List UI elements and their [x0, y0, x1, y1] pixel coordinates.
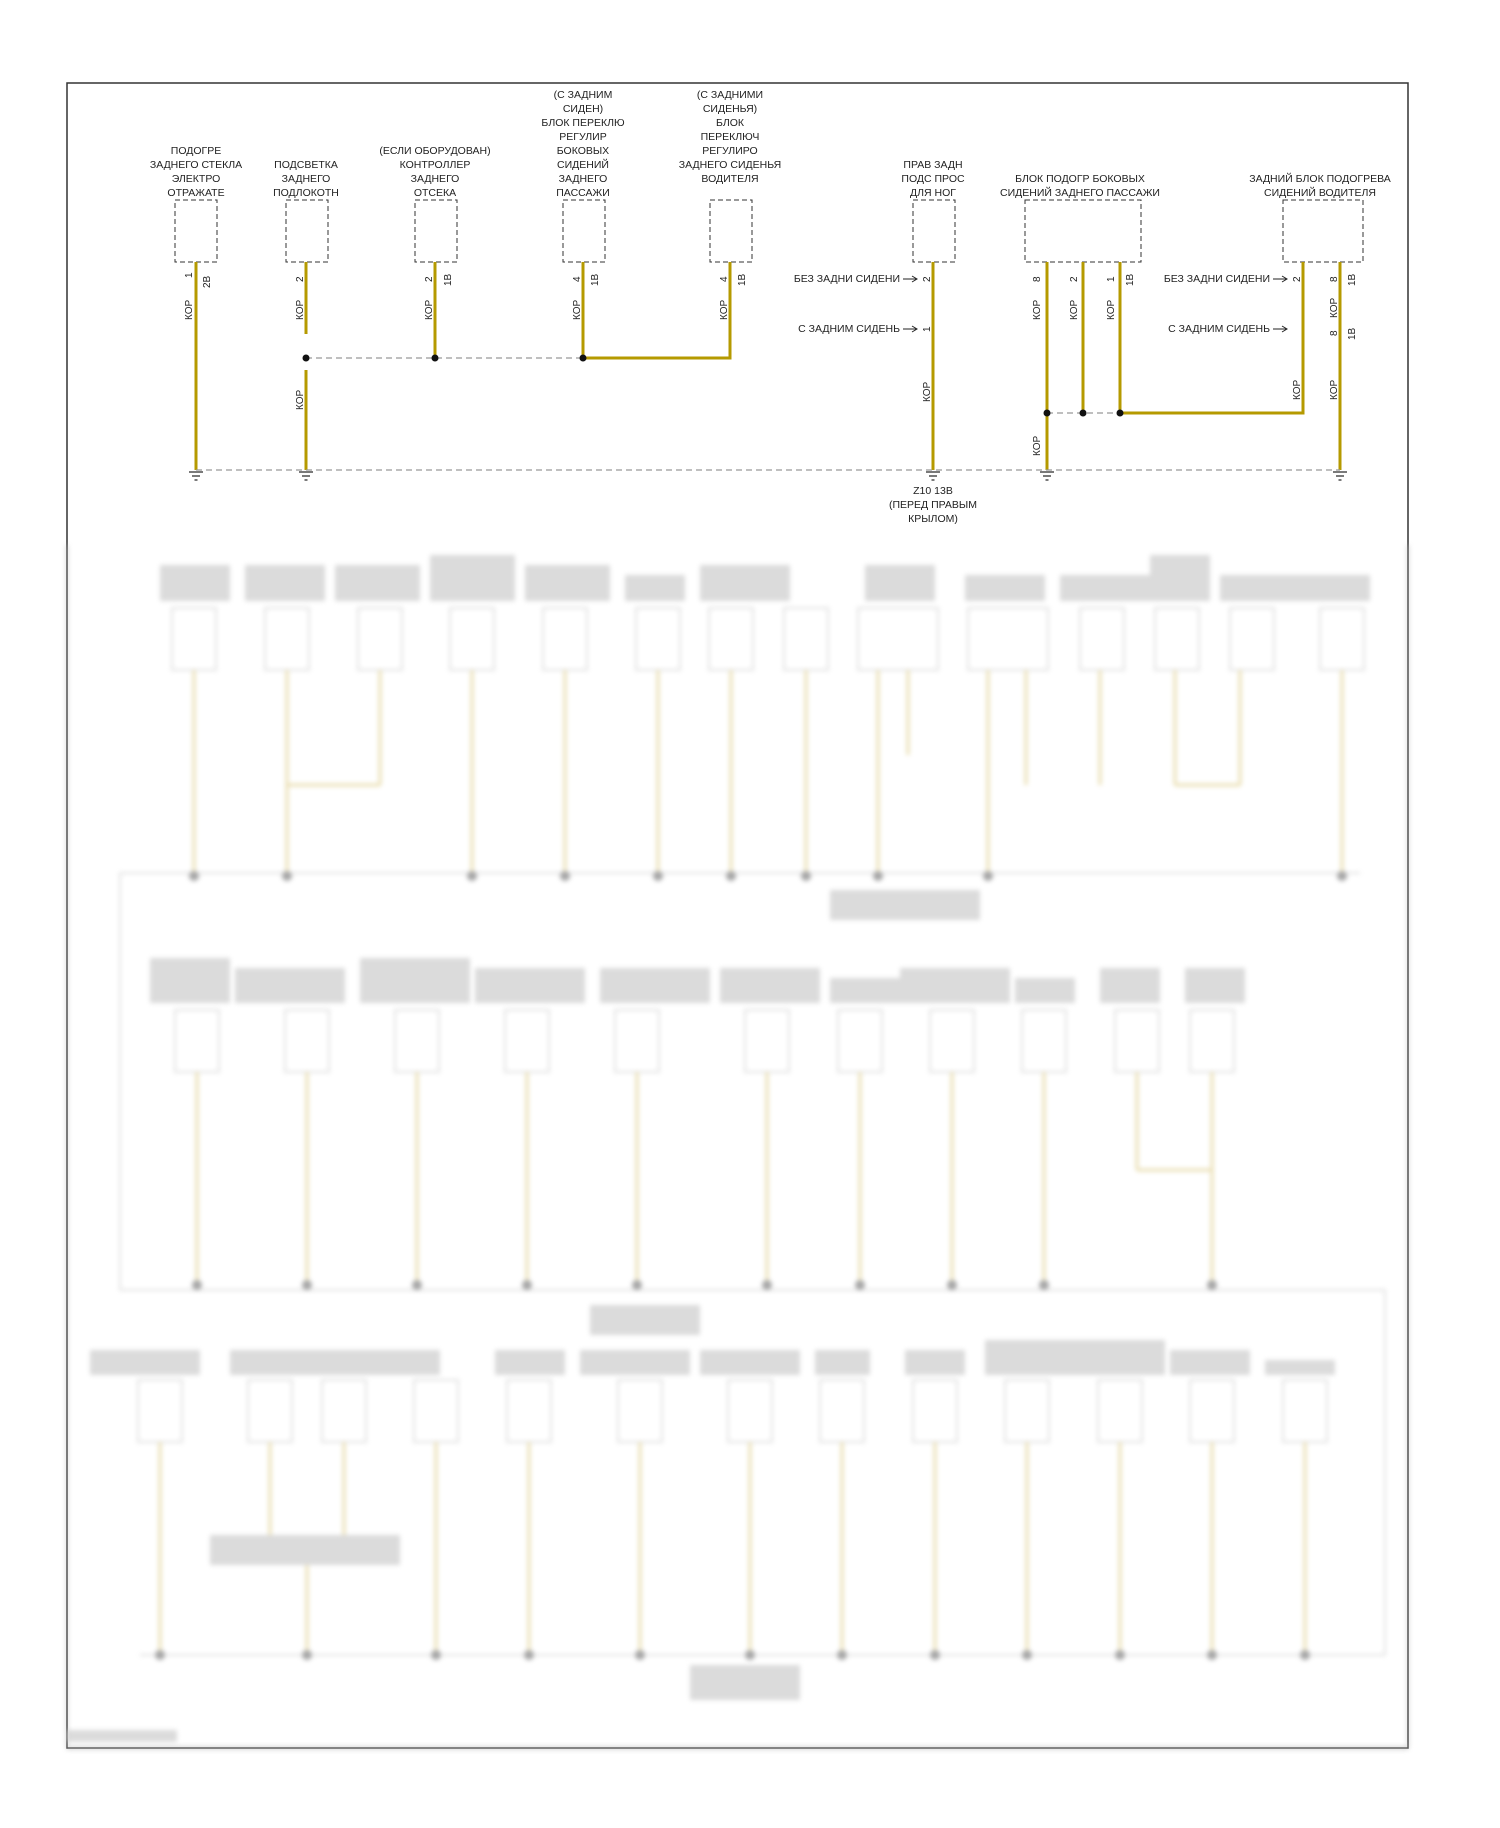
svg-text:ВОДИТЕЛЯ: ВОДИТЕЛЯ [701, 173, 759, 185]
connector-box [563, 200, 605, 262]
svg-text:КОР: КОР [1032, 435, 1043, 456]
svg-text:БОКОВЫХ: БОКОВЫХ [556, 145, 610, 157]
svg-text:СИДЕНИЙ ЗАДНЕГО ПАССАЖИ: СИДЕНИЙ ЗАДНЕГО ПАССАЖИ [1000, 187, 1160, 199]
svg-text:КОР: КОР [295, 299, 306, 320]
svg-text:2: 2 [922, 276, 933, 282]
connector-box [1283, 200, 1363, 262]
svg-text:БЕЗ ЗАДНИ СИДЕНИ: БЕЗ ЗАДНИ СИДЕНИ [1163, 273, 1270, 285]
svg-text:ПЕРЕКЛЮЧ: ПЕРЕКЛЮЧ [700, 131, 760, 143]
connector-box [175, 200, 217, 262]
component-rear-driver-seat-heater [1164, 172, 1391, 400]
svg-text:1B: 1B [443, 273, 454, 286]
svg-text:КОР: КОР [1329, 297, 1340, 318]
svg-text:КОР: КОР [1329, 379, 1340, 400]
svg-text:КОР: КОР [922, 381, 933, 402]
component-right-rear-footwell-light [794, 159, 965, 402]
svg-text:СИДЕН): СИДЕН) [562, 103, 604, 115]
svg-text:ПРАВ ЗАДН: ПРАВ ЗАДН [903, 159, 963, 171]
svg-text:КОР: КОР [1106, 299, 1117, 320]
svg-text:КОР: КОР [295, 389, 306, 410]
svg-text:КОР: КОР [424, 299, 435, 320]
svg-text:ПОДЛОКОТН: ПОДЛОКОТН [273, 187, 339, 199]
svg-text:БЛОК ПЕРЕКЛЮ: БЛОК ПЕРЕКЛЮ [541, 117, 625, 129]
svg-text:КОР: КОР [1032, 299, 1043, 320]
svg-text:ЗАДНЕГО: ЗАДНЕГО [281, 173, 331, 185]
svg-text:КОР: КОР [184, 299, 195, 320]
svg-text:1B: 1B [737, 273, 748, 286]
svg-text:КОР: КОР [1292, 379, 1303, 400]
svg-text:БЕЗ ЗАДНИ СИДЕНИ: БЕЗ ЗАДНИ СИДЕНИ [793, 273, 900, 285]
svg-text:1: 1 [922, 326, 933, 332]
svg-text:ЗАДНЕГО СИДЕНЬЯ: ЗАДНЕГО СИДЕНЬЯ [678, 159, 782, 171]
connector-box [710, 200, 752, 262]
svg-text:Z10 13B: Z10 13B [913, 485, 953, 497]
svg-text:1B: 1B [1347, 327, 1358, 340]
svg-text:1: 1 [184, 272, 195, 278]
connector-box [286, 200, 328, 262]
svg-text:ПОДС ПРОС: ПОДС ПРОС [901, 173, 965, 185]
svg-text:КОР: КОР [1069, 299, 1080, 320]
svg-text:4: 4 [719, 276, 730, 282]
svg-text:ЗАДНЕГО: ЗАДНЕГО [558, 173, 608, 185]
ground-symbols [189, 472, 1347, 480]
svg-text:СИДЕНИЙ ВОДИТЕЛЯ: СИДЕНИЙ ВОДИТЕЛЯ [1264, 187, 1376, 199]
svg-text:(С ЗАДНИМ: (С ЗАДНИМ [553, 89, 613, 101]
svg-text:КОР: КОР [572, 299, 583, 320]
svg-text:2: 2 [424, 276, 435, 282]
connector-box [913, 200, 955, 262]
svg-text:КОНТРОЛЛЕР: КОНТРОЛЛЕР [399, 159, 471, 171]
svg-text:СИДЕНЬЯ): СИДЕНЬЯ) [702, 103, 758, 115]
svg-text:БЛОК ПОДОГР БОКОВЫХ: БЛОК ПОДОГР БОКОВЫХ [1015, 173, 1145, 185]
svg-text:2: 2 [1292, 276, 1303, 282]
svg-text:(ЕСЛИ ОБОРУДОВАН): (ЕСЛИ ОБОРУДОВАН) [379, 145, 491, 157]
svg-text:ДЛЯ НОГ: ДЛЯ НОГ [910, 187, 956, 199]
svg-text:СИДЕНИЙ: СИДЕНИЙ [557, 159, 609, 171]
svg-text:1: 1 [1106, 276, 1117, 282]
svg-text:2: 2 [295, 276, 306, 282]
splice-points [303, 355, 1124, 417]
svg-text:ЗАДНЕГО СТЕКЛА: ЗАДНЕГО СТЕКЛА [149, 159, 243, 171]
connector-box [415, 200, 457, 262]
svg-text:РЕГУЛИР: РЕГУЛИР [559, 131, 607, 143]
svg-text:1B: 1B [1347, 273, 1358, 286]
svg-text:4: 4 [572, 276, 583, 282]
svg-text:8: 8 [1032, 276, 1043, 282]
svg-text:КРЫЛОМ): КРЫЛОМ) [908, 513, 958, 525]
svg-text:С ЗАДНИМ СИДЕНЬ: С ЗАДНИМ СИДЕНЬ [1168, 323, 1270, 335]
svg-text:ОТСЕКА: ОТСЕКА [413, 187, 457, 199]
svg-text:С ЗАДНИМ СИДЕНЬ: С ЗАДНИМ СИДЕНЬ [798, 323, 900, 335]
svg-text:1B: 1B [590, 273, 601, 286]
svg-text:РЕГУЛИРО: РЕГУЛИРО [702, 145, 758, 157]
ground-label [889, 485, 977, 525]
arrow-icon [1273, 276, 1287, 282]
svg-text:БЛОК: БЛОК [715, 117, 745, 129]
svg-text:2B: 2B [202, 275, 213, 288]
svg-text:ПОДСВЕТКА: ПОДСВЕТКА [274, 159, 338, 171]
arrow-icon [903, 326, 917, 332]
svg-text:8: 8 [1329, 276, 1340, 282]
svg-text:8: 8 [1329, 330, 1340, 336]
svg-text:1B: 1B [1125, 273, 1136, 286]
arrow-icon [903, 276, 917, 282]
svg-text:(ПЕРЕД ПРАВЫМ: (ПЕРЕД ПРАВЫМ [889, 499, 977, 511]
arrow-icon [1273, 326, 1287, 332]
svg-text:ПОДОГРЕ: ПОДОГРЕ [170, 145, 222, 157]
svg-text:ЗАДНЕГО: ЗАДНЕГО [410, 173, 460, 185]
svg-text:ЗАДНИЙ БЛОК ПОДОГРЕВА: ЗАДНИЙ БЛОК ПОДОГРЕВА [1249, 173, 1391, 185]
svg-text:ЭЛЕКТРО: ЭЛЕКТРО [171, 173, 221, 185]
svg-text:КОР: КОР [719, 299, 730, 320]
svg-text:ПАССАЖИ: ПАССАЖИ [556, 187, 610, 199]
wires-top [196, 262, 1340, 470]
svg-text:(С ЗАДНИМИ: (С ЗАДНИМИ [696, 89, 764, 101]
blurred-lower-diagram [67, 545, 1408, 1748]
svg-text:2: 2 [1069, 276, 1080, 282]
connector-box [1025, 200, 1141, 262]
svg-text:ОТРАЖАТЕ: ОТРАЖАТЕ [167, 187, 225, 199]
